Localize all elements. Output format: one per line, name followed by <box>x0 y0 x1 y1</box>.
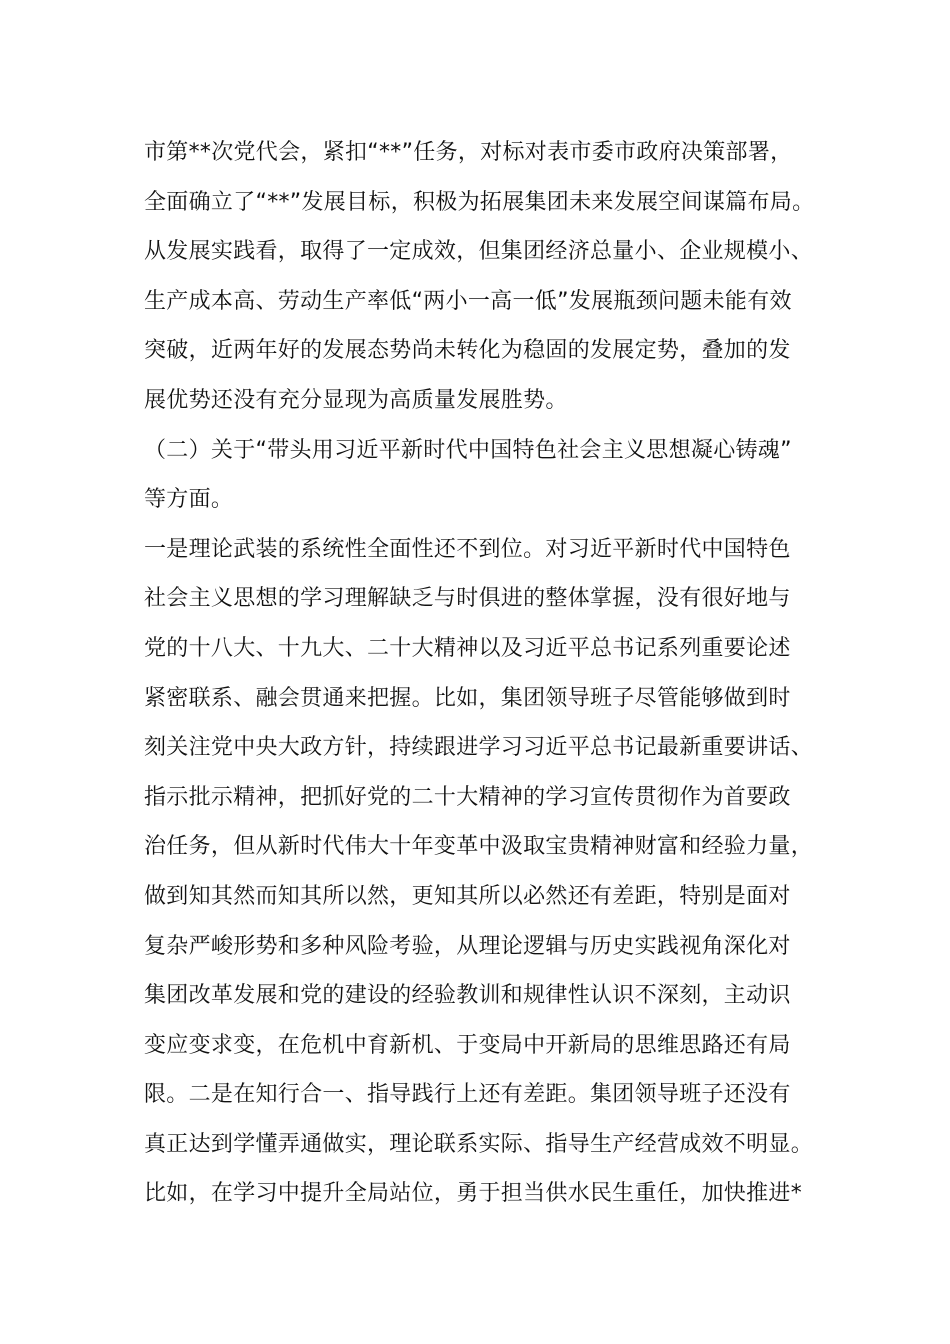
text-line: 治任务，但从新时代伟大十年变革中汲取宝贵精神财富和经验力量， <box>144 834 814 860</box>
text-line: 变应变求变，在危机中育新机、于变局中开新局的思维思路还有局 <box>144 1032 791 1058</box>
text-line: 紧密联系、融会贯通来把握。比如，集团领导班子尽管能够做到时 <box>144 685 791 711</box>
text-line: 一是理论武装的系统性全面性还不到位。对习近平新时代中国特色 <box>144 536 791 562</box>
text-line: 集团改革发展和党的建设的经验教训和规律性认识不深刻，主动识 <box>144 983 791 1009</box>
text-line: 从发展实践看，取得了一定成效，但集团经济总量小、企业规模小、 <box>144 239 814 265</box>
text-line: 复杂严峻形势和多种风险考验，从理论逻辑与历史实践视角深化对 <box>144 933 791 959</box>
text-line: 限。二是在知行合一、指导践行上还有差距。集团领导班子还没有 <box>144 1082 791 1108</box>
body-text <box>144 128 844 1219</box>
text-line: 市第**次党代会，紧扣“**”任务，对标对表市委市政府决策部署， <box>144 140 793 165</box>
text-line: 刻关注党中央大政方针，持续跟进学习习近平总书记最新重要讲话、 <box>144 735 814 761</box>
text-line: 生产成本高、劳动生产率低“两小一高一低”发展瓶颈问题未能有效 <box>144 288 792 314</box>
text-line: 党的十八大、十九大、二十大精神以及习近平总书记系列重要论述 <box>144 635 791 661</box>
section-heading: 等方面。 <box>144 487 234 513</box>
text-line: 真正达到学懂弄通做实，理论联系实际、指导生产经营成效不明显。 <box>144 1131 814 1157</box>
text-line: 比如，在学习中提升全局站位，勇于担当供水民生重任，加快推进* <box>144 1181 803 1207</box>
text-line: 做到知其然而知其所以然，更知其所以必然还有差距，特别是面对 <box>144 883 791 909</box>
text-line: 社会主义思想的学习理解缺乏与时俱进的整体掌握，没有很好地与 <box>144 586 791 612</box>
text-line: 指示批示精神，把抓好党的二十大精神的学习宣传贯彻作为首要政 <box>144 784 791 810</box>
section-heading: （二）关于“带头用习近平新时代中国特色社会主义思想凝心铸魂” <box>144 437 792 463</box>
text-line: 全面确立了“**”发展目标，积极为拓展集团未来发展空间谋篇布局。 <box>144 189 815 215</box>
text-line: 突破，近两年好的发展态势尚未转化为稳固的发展定势，叠加的发 <box>144 338 791 364</box>
text-line: 展优势还没有充分显现为高质量发展胜势。 <box>144 387 568 413</box>
